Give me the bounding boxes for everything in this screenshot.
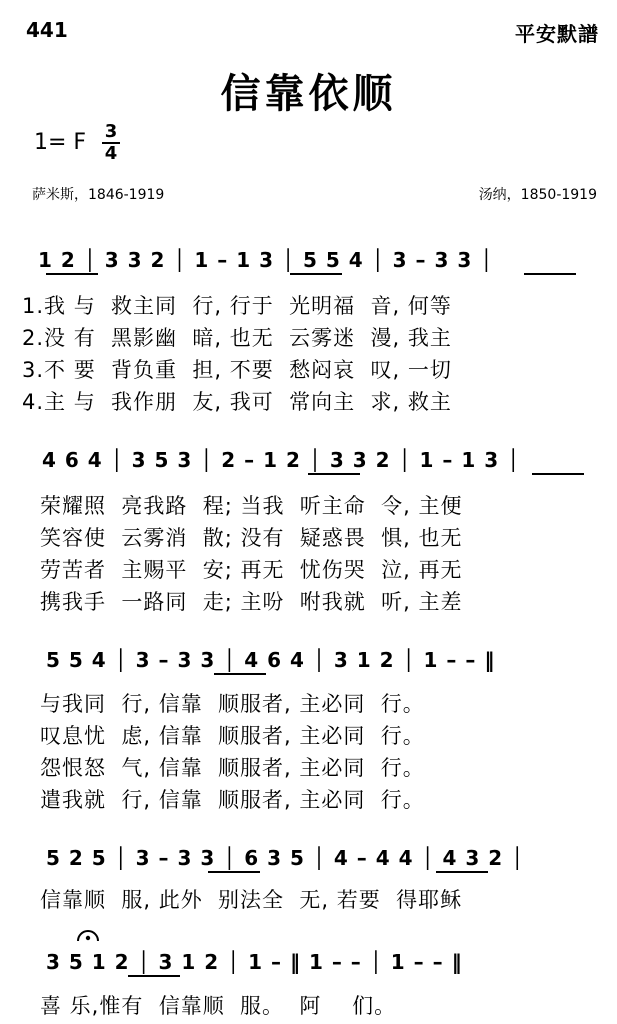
lyric-line-1-1: 1.我 与 救主同 行, 行于 光明福 音, 何等: [22, 294, 452, 318]
page-number: 441: [26, 18, 68, 42]
beam-underline: [290, 273, 342, 275]
beam-underline: [524, 273, 576, 275]
lyric-line-5-1: 喜 乐,惟有 信靠顺 服。 阿 们。: [40, 994, 397, 1018]
lyric-line-1-3: 3.不 要 背负重 担, 不要 愁闷哀 叹, 一切: [22, 358, 452, 382]
beam-underline: [532, 473, 584, 475]
notation-line-2: 4 6 4 │ 3 5 3 │ 2 – 1 2 │ 3 3 2 │ 1 – 1 3 │: [42, 448, 521, 472]
notation-line-4: 5 2 5 │ 3 – 3 3 │ 6 3 5 │ 4 – 4 4 │ 4 3 2 │: [46, 846, 525, 870]
notation-line-1: 1 2 │ 3 3 2 │ 1 – 1 3 │ 5 5 4 │ 3 – 3 3 │: [38, 248, 494, 272]
lyric-line-3-2: 叹息忧 虑, 信靠 顺服者, 主必同 行。: [40, 724, 425, 748]
beam-underline: [128, 975, 180, 977]
beam-underline: [214, 673, 266, 675]
lyric-line-3-3: 怨恨怒 气, 信靠 顺服者, 主必同 行。: [40, 756, 425, 780]
notation-line-5: 3 5 1 2 │ 3 1 2 │ 1 – ‖ 1 – – │ 1 – – ‖: [46, 950, 463, 974]
lyric-line-3-1: 与我同 行, 信靠 顺服者, 主必同 行。: [40, 692, 425, 716]
time-signature: [100, 122, 122, 164]
lyric-line-2-4: 携我手 一路同 走; 主吩 咐我就 听, 主差: [40, 590, 463, 614]
time-sig-bottom: 4: [104, 143, 118, 164]
lyric-line-4-1: 信靠顺 服, 此外 别法全 无, 若要 得耶稣: [40, 888, 463, 912]
composer-credit: 汤纳，1850-1919: [478, 187, 597, 203]
lyric-line-3-4: 遣我就 行, 信靠 顺服者, 主必同 行。: [40, 788, 425, 812]
lyric-line-1-2: 2.没 有 黑影幽 暗, 也无 云雾迷 漫, 我主: [22, 326, 452, 350]
beam-underline: [436, 871, 488, 873]
brand-logo: 平安默譜: [515, 22, 599, 46]
lyricist-credit: 萨米斯，1846-1919: [32, 187, 165, 203]
lyric-line-2-2: 笑容使 云雾消 散; 没有 疑惑畏 惧, 也无: [40, 526, 463, 550]
beam-underline: [46, 273, 98, 275]
fermata-icon: [76, 928, 100, 942]
key-signature: 1= F: [34, 130, 87, 155]
notation-line-3: 5 5 4 │ 3 – 3 3 │ 4 6 4 │ 3 1 2 │ 1 – – ‖: [46, 648, 496, 672]
lyric-line-2-1: 荣耀照 亮我路 程; 当我 听主命 令, 主便: [40, 494, 463, 518]
lyric-line-2-3: 劳苦者 主赐平 安; 再无 忧伤哭 泣, 再无: [40, 558, 463, 582]
hymn-title: 信靠依顺: [220, 71, 397, 117]
beam-underline: [308, 473, 360, 475]
beam-underline: [208, 871, 260, 873]
time-sig-top: 3: [104, 121, 118, 142]
lyric-line-1-4: 4.主 与 我作朋 友, 我可 常向主 求, 救主: [22, 390, 452, 414]
